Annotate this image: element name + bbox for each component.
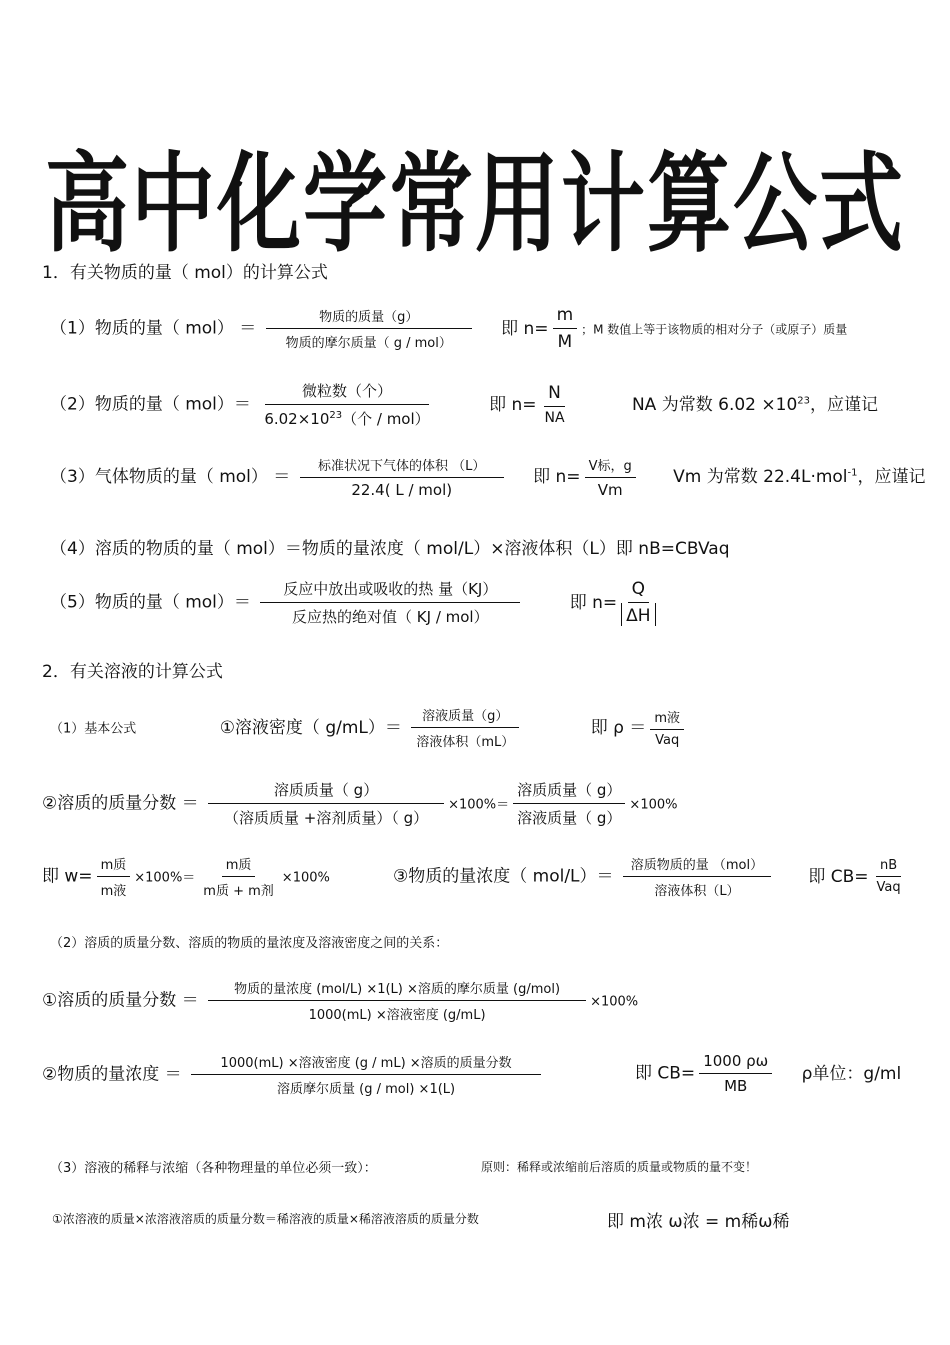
relation-w-denominator: 1000(mL) ×溶液密度 (g/mL) <box>308 1008 486 1023</box>
formula-3-fraction <box>300 455 504 499</box>
mass-fraction-num-2: 溶质质量（ g） <box>513 779 625 804</box>
formula-3-numerator: 标准状况下气体的体积 （L） <box>300 455 504 478</box>
formula-3-note <box>673 467 925 487</box>
relation-ie-den: MB <box>724 1077 748 1095</box>
formula-2-den-unit: （个 / mol） <box>342 410 430 428</box>
formula-1-fraction <box>266 306 472 351</box>
formula-2-ie-fraction <box>541 383 569 426</box>
basic-formula <box>50 705 688 750</box>
formula-3-ie-fraction <box>585 455 636 499</box>
formula-3-note-exp: -1 <box>847 467 858 479</box>
density-ie-den: Vaq <box>655 733 680 748</box>
dilution-heading: （3）溶液的稀释与浓缩（各种物理量的单位必须一致）： <box>50 1161 377 1176</box>
formula-1-label: （1）物质的量（ mol） ＝ <box>50 318 257 339</box>
mass-fraction-symbolic-den-1: m液 <box>100 884 127 899</box>
formula-3-note-text: Vm 为常数 22.4L·mol <box>673 467 848 487</box>
mass-fraction-symbolic-tail: ×100% <box>281 870 330 886</box>
mass-fraction-den-2: 溶液质量（ g） <box>517 809 622 827</box>
formula-4: （4）溶质的物质的量（ mol）＝物质的量浓度（ mol/L）×溶液体积（L）即 nB=CBVaq <box>50 539 730 559</box>
density-unit-note: ρ单位：g/ml <box>801 1063 902 1084</box>
formula-5-denominator: 反应热的绝对值（ KJ / mol） <box>292 608 489 626</box>
mass-fraction-symbolic-fraction-1 <box>97 854 131 899</box>
formula-2-note-tail: ，应谨记 <box>810 394 878 415</box>
relation-molarity-ie <box>635 1052 901 1095</box>
mass-fraction-mid: ×100%＝ <box>448 797 510 813</box>
density-label: ①溶液密度（ g/mL）＝ <box>219 717 402 738</box>
formula-3 <box>50 455 926 499</box>
molarity-fraction <box>623 854 771 899</box>
formula-2-note-exp: 23 <box>797 394 810 406</box>
mass-fraction-label: ②溶质的质量分数 ＝ <box>42 793 199 814</box>
formula-2-ie: 即 n= <box>489 394 537 415</box>
molarity-ie-fraction <box>873 858 905 895</box>
relation-ie-fraction <box>699 1052 772 1095</box>
formula-5-fraction <box>260 578 520 627</box>
mass-fraction-fraction-2 <box>513 779 625 828</box>
mass-fraction-tail: ×100% <box>629 797 678 813</box>
mass-fraction-den-1: （溶质质量 +溶剂质量）（ g） <box>223 809 429 827</box>
density-fraction <box>411 705 519 750</box>
formula-3-ie-num: V标，g <box>585 455 636 478</box>
formula-1-ie-fraction <box>553 305 578 352</box>
basic-formula-label: （1）基本公式 <box>50 721 137 737</box>
mass-fraction-formula <box>42 779 677 828</box>
formula-2-fraction <box>260 380 433 429</box>
formula-2-label: （2）物质的量（ mol）＝ <box>50 394 251 415</box>
formula-5-numerator: 反应中放出或吸收的热 量（KJ） <box>260 578 520 603</box>
formula-2-numerator: 微粒数（个） <box>265 380 429 405</box>
mass-fraction-symbolic-fraction-2 <box>199 854 278 899</box>
mass-fraction-symbolic-num-2: m质 <box>222 854 256 877</box>
mass-fraction-ie: 即 w= <box>42 866 93 887</box>
formula-5-ie-num: Q <box>628 579 649 603</box>
formula-1-ie-den: M <box>557 332 573 352</box>
molarity-denominator: 溶液体积（L） <box>654 884 740 899</box>
page-title: 高中化学常用计算公式 <box>44 139 905 267</box>
relation-w-tail: ×100% <box>590 994 639 1010</box>
formula-3-note-tail: ，应谨记 <box>857 467 926 487</box>
dilution-principle: 原则：稀释或浓缩前后溶质的质量或物质的量不变！ <box>481 1160 758 1174</box>
density-ie-num: m液 <box>650 707 684 730</box>
relation-heading: （2）溶质的质量分数、溶质的物质的量浓度及溶液密度之间的关系： <box>50 936 449 951</box>
formula-1-ie-num: m <box>553 305 578 329</box>
molarity-ie: 即 CB= <box>808 866 869 887</box>
dilution-rule-1-ie: 即 m浓 ω浓 = m稀ω稀 <box>607 1212 790 1232</box>
formula-1-numerator: 物质的质量（g） <box>266 306 472 329</box>
formula-2 <box>50 380 878 429</box>
density-ie-fraction <box>650 707 684 748</box>
relation-c-fraction <box>191 1052 541 1097</box>
molarity-ie-num: nB <box>876 858 901 877</box>
section-1-heading: 1．有关物质的量（ mol）的计算公式 <box>42 263 328 283</box>
density-denominator: 溶液体积（mL） <box>416 735 515 750</box>
formula-2-note-text: NA 为常数 6.02 ×10 <box>631 394 798 415</box>
dilution-rule-1: ①浓溶液的质量×浓溶液溶质的质量分数＝稀溶液的质量×稀溶液溶质的质量分数 <box>52 1212 479 1226</box>
formula-5-label: （5）物质的量（ mol）＝ <box>50 592 251 613</box>
formula-3-label: （3）气体物质的量（ mol） ＝ <box>50 467 291 487</box>
formula-5-ie-den: ΔH <box>621 603 655 626</box>
relation-w-fraction <box>208 978 586 1023</box>
formula-2-note <box>632 395 878 415</box>
formula-5-ie: 即 n= <box>569 592 618 613</box>
relation-molarity <box>42 1052 545 1097</box>
formula-2-den-exp: 23 <box>329 410 343 421</box>
formula-3-denominator: 22.4( L / mol) <box>351 481 453 499</box>
molarity-ie-den: Vaq <box>876 880 901 895</box>
mass-fraction-symbolic-num-1: m质 <box>97 854 131 877</box>
formula-5-ie-fraction <box>621 579 655 626</box>
formula-1-denominator: 物质的摩尔质量（ g / mol） <box>285 336 452 351</box>
molarity-formula <box>393 854 909 899</box>
formula-3-ie-den: Vm <box>597 481 623 499</box>
molarity-label: ③物质的量浓度（ mol/L）＝ <box>393 866 614 887</box>
relation-c-numerator: 1000(mL) ×溶液密度 (g / mL) ×溶质的质量分数 <box>191 1052 541 1075</box>
formula-3-ie: 即 n= <box>533 467 581 487</box>
formula-1-ie: 即 n= <box>501 318 549 339</box>
relation-ie-num: 1000 ρω <box>699 1052 772 1074</box>
relation-w-label: ①溶质的质量分数 ＝ <box>42 990 199 1011</box>
mass-fraction-num-1: 溶质质量（ g） <box>208 779 444 804</box>
relation-w-numerator: 物质的量浓度 (mol/L) ×1(L) ×溶质的摩尔质量 (g/mol) <box>208 978 586 1001</box>
mass-fraction-symbolic-mid: ×100%＝ <box>134 870 196 886</box>
mass-fraction-fraction-1 <box>208 779 444 828</box>
formula-2-ie-num: N <box>544 383 565 407</box>
mass-fraction-symbolic-den-2: m质 + m剂 <box>203 884 274 899</box>
density-numerator: 溶液质量（g） <box>411 705 519 728</box>
relation-c-denominator: 溶质摩尔质量 (g / mol) ×1(L) <box>277 1082 456 1097</box>
formula-5 <box>50 578 660 627</box>
formula-1-note: ；M 数值上等于该物质的相对分子（或原子）质量 <box>581 322 848 337</box>
formula-1 <box>50 305 847 352</box>
relation-ie: 即 CB= <box>635 1063 696 1084</box>
formula-2-denominator <box>260 405 433 429</box>
formula-2-ie-den: NA <box>544 410 565 426</box>
density-ie: 即 ρ ＝ <box>590 717 647 738</box>
section-2-heading: 2．有关溶液的计算公式 <box>42 662 223 682</box>
formula-2-den-base: 6.02×10 <box>264 410 330 428</box>
relation-mass-fraction <box>42 978 638 1023</box>
mass-fraction-symbolic <box>42 854 330 899</box>
relation-c-label: ②物质的量浓度 ＝ <box>42 1064 182 1085</box>
molarity-numerator: 溶质物质的量 （mol） <box>623 854 771 877</box>
